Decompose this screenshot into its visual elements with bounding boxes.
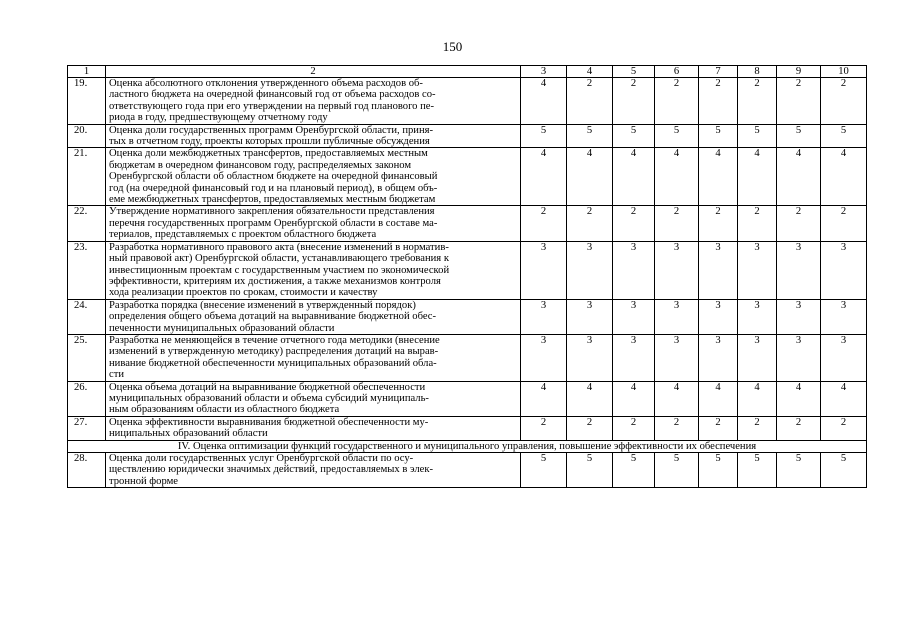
score-cell: 2 (567, 416, 613, 440)
score-cell: 3 (521, 334, 567, 381)
score-cell: 4 (738, 381, 777, 416)
column-header: 7 (699, 66, 738, 78)
row-number: 19. (68, 78, 106, 125)
score-cell: 4 (521, 381, 567, 416)
table-body (68, 66, 867, 488)
row-description: Разработка нормативного правового акта (внесение изменений в норматив- ный правовой акт) Оренбургской области, устанавливающего требования к инвестиционным проектам с государственным участием по экономической эффективности, критериям их достижения, а также механизмов контроля хода реализации проектов по срокам, стоимости и качеству (106, 241, 521, 299)
score-cell: 2 (738, 416, 777, 440)
score-cell: 3 (655, 241, 699, 299)
score-cell: 3 (699, 299, 738, 334)
score-cell: 2 (613, 416, 655, 440)
score-cell: 5 (821, 124, 867, 148)
row-description: Разработка порядка (внесение изменений в утвержденный порядок) определения общего объема дотаций на выравнивание бюджетной обес- печенности муниципальных образований области (106, 299, 521, 334)
score-cell: 3 (521, 241, 567, 299)
score-cell: 5 (777, 124, 821, 148)
score-cell: 5 (613, 453, 655, 488)
column-header: 9 (777, 66, 821, 78)
row-description: Утверждение нормативного закрепления обязательности представления перечня государственных программ Оренбургской области в составе ма- териалов, представляемых с проектом областного бюджета (106, 206, 521, 241)
row-number: 23. (68, 241, 106, 299)
table-row (68, 206, 867, 241)
score-cell: 2 (777, 416, 821, 440)
score-cell: 2 (613, 206, 655, 241)
section-row (68, 440, 867, 452)
score-cell: 3 (777, 334, 821, 381)
score-cell: 4 (821, 381, 867, 416)
row-number: 24. (68, 299, 106, 334)
score-cell: 3 (821, 334, 867, 381)
score-cell: 3 (613, 241, 655, 299)
page-number: 150 (442, 39, 463, 54)
table-row (68, 124, 867, 148)
score-cell: 4 (613, 148, 655, 206)
row-number: 25. (68, 334, 106, 381)
row-description: Оценка доли государственных программ Оренбургской области, приня- тых в отчетном году, проекты которых прошли публичные обсуждения (106, 124, 521, 148)
row-number: 22. (68, 206, 106, 241)
score-cell: 4 (777, 148, 821, 206)
column-header: 6 (655, 66, 699, 78)
row-number: 20. (68, 124, 106, 148)
score-cell: 4 (699, 148, 738, 206)
score-cell: 5 (567, 453, 613, 488)
column-header: 1 (68, 66, 106, 78)
score-cell: 4 (655, 148, 699, 206)
score-cell: 2 (521, 416, 567, 440)
score-cell: 3 (699, 334, 738, 381)
row-description: Оценка объема дотаций на выравнивание бюджетной обеспеченности муниципальных образований области и объема субсидий муниципаль- ным образованиям области из областного бюджета (106, 381, 521, 416)
score-cell: 3 (821, 299, 867, 334)
score-cell: 3 (738, 299, 777, 334)
score-cell: 5 (738, 124, 777, 148)
score-cell: 3 (699, 241, 738, 299)
score-cell: 2 (699, 416, 738, 440)
score-cell: 2 (655, 78, 699, 125)
score-cell: 4 (777, 381, 821, 416)
score-cell: 3 (821, 241, 867, 299)
row-description: Оценка доли межбюджетных трансфертов, предоставляемых местным бюджетам в очередном финансовом году, распределяемых законом Оренбургской области об областном бюджете на очередной финансовый год (на очередной финансовый год и на плановый период), в общем объ- еме межбюджетных трансфертов, предоставляемых местным бюджетам (106, 148, 521, 206)
score-cell: 5 (613, 124, 655, 148)
score-cell: 2 (567, 78, 613, 125)
column-header: 2 (106, 66, 521, 78)
row-description: Оценка эффективности выравнивания бюджетной обеспеченности му- ниципальных образований области (106, 416, 521, 440)
score-cell: 5 (655, 453, 699, 488)
score-cell: 4 (567, 148, 613, 206)
table-row (68, 381, 867, 416)
score-cell: 2 (738, 206, 777, 241)
table-row (68, 78, 867, 125)
score-cell: 2 (699, 206, 738, 241)
score-cell: 4 (738, 148, 777, 206)
score-cell: 2 (613, 78, 655, 125)
score-cell: 3 (738, 334, 777, 381)
score-cell: 4 (613, 381, 655, 416)
table-row (68, 334, 867, 381)
score-cell: 3 (777, 299, 821, 334)
header-row (68, 66, 867, 78)
score-cell: 5 (521, 453, 567, 488)
row-description: Разработка не меняющейся в течение отчетного года методики (внесение изменений в утвержденную методику) распределения дотаций на вырав- нивание бюджетной обеспеченности муниципальных образований обла- сти (106, 334, 521, 381)
score-cell: 2 (777, 206, 821, 241)
column-header: 10 (821, 66, 867, 78)
row-number: 26. (68, 381, 106, 416)
row-description: Оценка абсолютного отклонения утвержденного объема расходов об- ластного бюджета на очередной финансовый год от объема расходов со- ответствующего года при его утверждении на первый год планового пе- риода в году, предшествующему отчетному году (106, 78, 521, 125)
score-cell: 4 (521, 78, 567, 125)
row-number: 21. (68, 148, 106, 206)
row-description: Оценка доли государственных услуг Оренбургской области по осу- ществлению юридически значимых действий, предоставляемых в элек- тронной форме (106, 453, 521, 488)
score-cell: 5 (777, 453, 821, 488)
score-cell: 2 (655, 206, 699, 241)
table-row (68, 241, 867, 299)
score-cell: 4 (567, 381, 613, 416)
score-cell: 2 (699, 78, 738, 125)
score-cell: 3 (738, 241, 777, 299)
score-cell: 5 (699, 124, 738, 148)
score-cell: 3 (521, 299, 567, 334)
score-cell: 5 (821, 453, 867, 488)
score-cell: 4 (521, 148, 567, 206)
score-cell: 3 (567, 334, 613, 381)
row-number: 27. (68, 416, 106, 440)
column-header: 4 (567, 66, 613, 78)
score-cell: 5 (738, 453, 777, 488)
score-cell: 2 (567, 206, 613, 241)
section-title: IV. Оценка оптимизации функций государственного и муниципального управления, повышение эффективности их обеспечения (68, 440, 867, 452)
score-cell: 4 (655, 381, 699, 416)
score-cell: 5 (655, 124, 699, 148)
score-cell: 2 (521, 206, 567, 241)
score-cell: 3 (567, 299, 613, 334)
score-cell: 2 (738, 78, 777, 125)
table-row (68, 299, 867, 334)
column-header: 3 (521, 66, 567, 78)
score-cell: 3 (567, 241, 613, 299)
column-header: 8 (738, 66, 777, 78)
score-cell: 2 (777, 78, 821, 125)
score-cell: 3 (655, 334, 699, 381)
score-cell: 3 (613, 299, 655, 334)
score-cell: 5 (521, 124, 567, 148)
score-cell: 5 (699, 453, 738, 488)
column-header: 5 (613, 66, 655, 78)
indicators-table (67, 65, 867, 488)
table-row (68, 453, 867, 488)
score-cell: 2 (821, 78, 867, 125)
score-cell: 3 (777, 241, 821, 299)
score-cell: 3 (655, 299, 699, 334)
score-cell: 3 (613, 334, 655, 381)
score-cell: 2 (821, 206, 867, 241)
score-cell: 2 (821, 416, 867, 440)
score-cell: 4 (821, 148, 867, 206)
score-cell: 2 (655, 416, 699, 440)
table-row (68, 416, 867, 440)
row-number: 28. (68, 453, 106, 488)
table-row (68, 148, 867, 206)
score-cell: 5 (567, 124, 613, 148)
score-cell: 4 (699, 381, 738, 416)
